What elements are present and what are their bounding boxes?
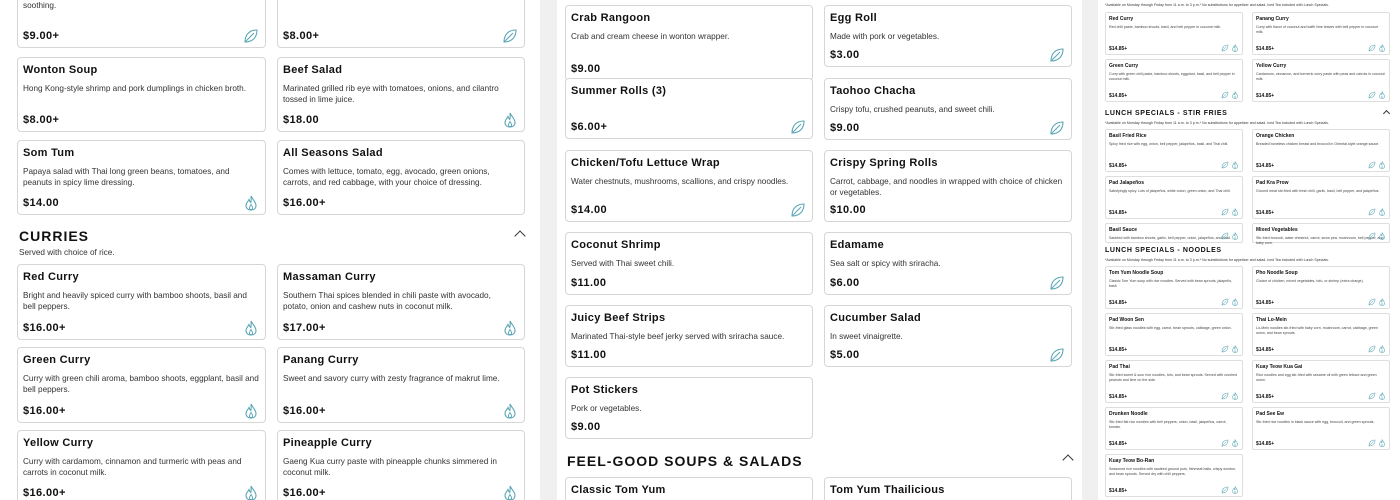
menu-card-massaman-curry[interactable] xyxy=(277,264,525,340)
vegetarian-icon xyxy=(790,119,806,135)
mini-card-panang-curry[interactable] xyxy=(1252,12,1390,55)
menu-card-panang-curry[interactable] xyxy=(277,347,525,423)
mini-card-green-curry[interactable] xyxy=(1105,59,1243,102)
item-title: Edamame xyxy=(830,239,885,251)
menu-card-crab-rangoon[interactable] xyxy=(565,5,813,81)
menu-card-tom-yum-thailicious[interactable] xyxy=(824,477,1072,500)
spicy-icon xyxy=(243,485,259,500)
item-price: $14.85+ xyxy=(1109,488,1128,494)
item-description: Choice of chicken, mixed vegetables, tofu, or shrimp (extra charge). xyxy=(1256,279,1364,283)
item-title: Yellow Curry xyxy=(1256,63,1287,69)
item-price: $14.85+ xyxy=(1256,163,1275,169)
menu-card-crispy-spring-rolls[interactable] xyxy=(824,150,1072,222)
item-title: Green Curry xyxy=(23,354,91,366)
diet-icons xyxy=(1368,208,1386,216)
item-description: Stir-fried broccoli, water chestnut, carrot, snow pea, mushroom, bell pepper, and baby corn. xyxy=(1256,236,1384,245)
menu-card-tom-kha[interactable] xyxy=(17,0,266,48)
mini-card-pad-see-ew[interactable] xyxy=(1252,407,1390,450)
item-price: $6.00 xyxy=(830,277,860,289)
diet-icons xyxy=(1368,345,1386,353)
menu-card-edamame[interactable] xyxy=(824,232,1072,295)
menu-card-som-tum[interactable] xyxy=(17,140,266,215)
diet-icons xyxy=(1368,232,1386,240)
item-price: $16.00+ xyxy=(23,405,66,417)
item-price: $14.85+ xyxy=(1109,300,1128,306)
item-price: $14.85+ xyxy=(1109,441,1128,447)
item-title: Tom Yum Noodle Soup xyxy=(1109,270,1164,276)
mini-card-yellow-curry[interactable] xyxy=(1252,59,1390,102)
item-description: Satisfyingly spicy. Lots of jalapeños, white onion, green onion, and Thai chili. xyxy=(1109,189,1231,193)
middle-menu-panel xyxy=(557,0,1082,500)
item-description: Ground meat stir-fried with fresh chili, garlic, basil, bell pepper, and jalapeños. xyxy=(1256,189,1380,193)
item-title: Pad Kra Prow xyxy=(1256,180,1289,186)
menu-card-egg-roll[interactable] xyxy=(824,5,1072,67)
item-description: Marinated Thai-style beef jerky served with sriracha sauce. xyxy=(571,332,785,341)
item-description: Seasoned rice noodles with sautéed ground pork, fishmeat balls, crispy wonton, and bean sprouts. Served dry with chili peppers. xyxy=(1109,467,1236,476)
item-price: $10.00 xyxy=(830,204,867,216)
item-description: Stir-fried flat rice noodles with bell peppers, onion, basil, jalapeños, carrot, tomato. xyxy=(1109,420,1227,429)
item-title: Panang Curry xyxy=(283,354,359,366)
item-description: Served with Thai sweet chili. xyxy=(571,259,675,268)
item-price: $11.00 xyxy=(571,277,607,289)
item-title: Coconut Shrimp xyxy=(571,239,661,251)
item-description: Hong Kong-style shrimp and pork dumplings in chicken broth. xyxy=(23,84,246,93)
mini-card-kuay-teow-kua-gai[interactable] xyxy=(1252,360,1390,403)
mini-card-pho-noodle-soup[interactable] xyxy=(1252,266,1390,309)
item-description: Curry with cardamom, cinnamon and turmeric with peas and carrots in coconut milk. xyxy=(23,457,242,477)
diet-icons xyxy=(1221,392,1239,400)
item-price: $8.00+ xyxy=(23,114,60,126)
item-description: Carrot, cabbage, and noodles in wrapped with choice of chicken or vegetables. xyxy=(830,177,1063,197)
item-title: Egg Roll xyxy=(830,12,878,24)
item-title: Classic Tom Yum xyxy=(571,484,666,496)
availability-note: *Available on Monday through Friday from 11 a.m. to 3 p.m.* No substitutions for appetizer and salad. Iced Tea included with Lunch Specials. xyxy=(1105,121,1329,125)
item-title: Drunken Noodle xyxy=(1109,411,1148,417)
item-title: Basil Fried Rice xyxy=(1109,133,1147,139)
item-price: $17.00+ xyxy=(283,322,326,334)
item-description: Curry with flavor of coconut and kaffir lime leaves with bell pepper in coconut milk. xyxy=(1256,25,1378,34)
menu-card-summer-rolls-3[interactable] xyxy=(565,78,813,139)
item-price: $14.85+ xyxy=(1256,210,1275,216)
vegetarian-icon xyxy=(1049,275,1065,291)
menu-card-pineapple-curry[interactable] xyxy=(277,430,525,500)
item-description: Sweet and savory curry with zesty fragrance of makrut lime. xyxy=(283,374,500,383)
availability-note: *Available on Monday through Friday from 11 a.m. to 3 p.m.* No substitutions for appetizer and salad. Iced Tea included with Lunch Specials. xyxy=(1105,3,1329,7)
item-description: Rice noodles and egg stir-fried with sesame oil with green lettuce and green onion. xyxy=(1256,373,1377,382)
item-description: Classic Tom Yum soup with rice noodles. Served with bean sprouts, jalapeño, basil. xyxy=(1109,279,1233,288)
item-description: Lo-Mein noodles stir-fried with baby corn, mushroom, carrot, cabbage, green onion, and bean sprouts. xyxy=(1256,326,1378,335)
mini-card-pad-woon-sen[interactable] xyxy=(1105,313,1243,356)
item-price: $16.00+ xyxy=(23,487,66,499)
diet-icons xyxy=(1221,232,1239,240)
item-price: $16.00+ xyxy=(283,487,326,499)
collapse-chevron-icon[interactable] xyxy=(514,230,525,241)
item-price: $14.85+ xyxy=(1109,347,1128,353)
item-title: Cucumber Salad xyxy=(830,312,922,324)
item-price: $14.85+ xyxy=(1256,347,1275,353)
item-price: $9.00 xyxy=(830,122,860,134)
item-title: Tom Yum Thailicious xyxy=(830,484,945,496)
item-description: Marinated grilled rib eye with tomatoes, onions, and cilantro tossed in lime juice. xyxy=(283,84,499,104)
mini-card-drunken-noodle[interactable] xyxy=(1105,407,1243,450)
item-title: Som Tum xyxy=(23,147,75,159)
section-subtitle: Served with choice of rice. xyxy=(19,248,115,257)
item-price: $14.85+ xyxy=(1256,93,1275,99)
menu-card-coconut-shrimp[interactable] xyxy=(565,232,813,295)
item-description: Stir-fried glass noodles with egg, carrot, bean sprouts, cabbage, green onion. xyxy=(1109,326,1232,330)
item-description: Sautéed with bamboo shoots, garlic, bell pepper, onion, jalapeños, and basil. xyxy=(1109,236,1232,240)
item-description: Bright and heavily spiced curry with bamboo shoots, basil and bell peppers. xyxy=(23,291,247,311)
item-title: Pineapple Curry xyxy=(283,437,372,449)
mini-card-thai-lo-mein[interactable] xyxy=(1252,313,1390,356)
diet-icons xyxy=(1221,91,1239,99)
mini-card-basil-fried-rice[interactable] xyxy=(1105,129,1243,172)
item-description: Comes with lettuce, tomato, egg, avocado, green onions, carrots, and red cabbage, with your choice of dressing. xyxy=(283,167,490,187)
item-description: Spicy fried rice with egg, onion, bell pepper, jalapeños, basil, and Thai chili. xyxy=(1109,142,1229,146)
diet-icons xyxy=(1368,44,1386,52)
item-price: $14.85+ xyxy=(1109,210,1128,216)
vegetarian-icon xyxy=(243,28,259,44)
item-price: $14.85+ xyxy=(1256,441,1275,447)
item-description: Stir-fried rice noodles in black sauce with egg, broccoli, and green sprouts. xyxy=(1256,420,1375,424)
item-price: $18.00 xyxy=(283,114,320,126)
item-price: $16.00+ xyxy=(283,405,326,417)
item-description: Sea salt or spicy with sriracha. xyxy=(830,259,941,268)
item-title: Red Curry xyxy=(1109,16,1134,22)
vegetarian-icon xyxy=(1049,47,1065,63)
item-title: Green Curry xyxy=(1109,63,1139,69)
vegetarian-icon xyxy=(1049,347,1065,363)
item-title: Pad See Ew xyxy=(1256,411,1285,417)
item-description: Stir-fried sweet & sour rice noodles, tofu, and bean sprouts. Served with crushed peanuts and lime on the side. xyxy=(1109,373,1238,382)
item-price: $14.85+ xyxy=(1256,394,1275,400)
mini-card-tom-yum-noodle-soup[interactable] xyxy=(1105,266,1243,309)
menu-card-taohoo-chacha[interactable] xyxy=(824,78,1072,140)
item-title: All Seasons Salad xyxy=(283,147,383,159)
item-title: Summer Rolls (3) xyxy=(571,85,667,97)
item-title: Orange Chicken xyxy=(1256,133,1295,139)
item-title: Massaman Curry xyxy=(283,271,376,283)
diet-icons xyxy=(1221,439,1239,447)
item-price: $6.00+ xyxy=(571,121,608,133)
item-description: Crab and cream cheese in wonton wrapper. xyxy=(571,32,730,41)
item-title: Kuay Teow Bo-Ran xyxy=(1109,458,1155,464)
menu-card-all-seasons-salad[interactable] xyxy=(277,140,525,215)
menu-card-red-curry[interactable] xyxy=(17,264,266,340)
mini-card-kuay-teow-bo-ran[interactable] xyxy=(1105,454,1243,497)
item-price: $3.00 xyxy=(830,49,860,61)
mini-card-pad-jalape-os[interactable] xyxy=(1105,176,1243,219)
diet-icons xyxy=(1221,486,1239,494)
menu-card-chicken-tofu-lettuce-wrap[interactable] xyxy=(565,150,813,222)
diet-icons xyxy=(1221,44,1239,52)
item-price: $14.85+ xyxy=(1109,46,1128,52)
collapse-chevron-icon[interactable] xyxy=(1062,454,1073,465)
item-price: $14.85+ xyxy=(1256,300,1275,306)
mini-card-red-curry[interactable] xyxy=(1105,12,1243,55)
item-description: soothing. xyxy=(23,1,57,10)
item-title: Juicy Beef Strips xyxy=(571,312,666,324)
menu-card-green-curry[interactable] xyxy=(17,347,266,423)
item-price: $14.85+ xyxy=(1109,163,1128,169)
item-description: Papaya salad with Thai long green beans, tomatoes, and peanuts in spicy lime dressing. xyxy=(23,167,230,187)
item-title: Crispy Spring Rolls xyxy=(830,157,938,169)
diet-icons xyxy=(1368,392,1386,400)
vegetarian-icon xyxy=(790,202,806,218)
item-title: Panang Curry xyxy=(1256,16,1289,22)
mini-card-mixed-vegetables[interactable] xyxy=(1252,223,1390,243)
diet-icons xyxy=(1221,298,1239,306)
item-price: $16.00+ xyxy=(283,197,326,209)
spicy-icon xyxy=(502,403,518,419)
item-price: $14.85+ xyxy=(1256,46,1275,52)
item-description: In sweet vinaigrette. xyxy=(830,332,903,341)
item-title: Chicken/Tofu Lettuce Wrap xyxy=(571,157,720,169)
item-title: Wonton Soup xyxy=(23,64,98,76)
spicy-icon xyxy=(243,195,259,211)
item-price: $16.00+ xyxy=(23,322,66,334)
diet-icons xyxy=(1368,161,1386,169)
item-title: Red Curry xyxy=(23,271,79,283)
spicy-icon xyxy=(243,403,259,419)
mini-card-pad-thai[interactable] xyxy=(1105,360,1243,403)
section-title-soups-salads: FEEL-GOOD SOUPS & SALADS xyxy=(567,453,803,469)
item-price: $9.00 xyxy=(571,63,601,75)
item-title: Yellow Curry xyxy=(23,437,94,449)
diet-icons xyxy=(1221,161,1239,169)
item-price: $5.00 xyxy=(830,349,860,361)
item-price: $14.00 xyxy=(571,204,608,216)
item-title: Mixed Vegetables xyxy=(1256,227,1298,233)
mini-card-pad-kra-prow[interactable] xyxy=(1252,176,1390,219)
menu-card-beef-salad[interactable] xyxy=(277,57,525,132)
menu-card-classic-tom-yum[interactable] xyxy=(565,477,813,500)
item-price: $11.00 xyxy=(571,349,607,361)
diet-icons xyxy=(1368,91,1386,99)
section-title-noodles: LUNCH SPECIALS - NOODLES xyxy=(1105,247,1222,254)
item-description: Cardamom, cinnamon, and turmeric curry paste with peas and carrots in coconut milk. xyxy=(1256,72,1385,81)
item-title: Pho Noodle Soup xyxy=(1256,270,1298,276)
spicy-icon xyxy=(502,485,518,500)
spicy-icon xyxy=(502,112,518,128)
mini-card-orange-chicken[interactable] xyxy=(1252,129,1390,172)
item-description: Crispy tofu, crushed peanuts, and sweet chili. xyxy=(830,105,995,114)
item-price: $9.00 xyxy=(571,421,601,433)
item-description: Red chili paste, bamboo shoots, basil, and bell pepper in coconut milk. xyxy=(1109,25,1222,29)
item-title: Crab Rangoon xyxy=(571,12,651,24)
item-title: Beef Salad xyxy=(283,64,343,76)
section-title-curries: CURRIES xyxy=(19,228,90,244)
menu-card-juicy-beef-strips[interactable] xyxy=(565,305,813,367)
item-price: $14.85+ xyxy=(1109,93,1128,99)
diet-icons xyxy=(1221,345,1239,353)
item-title: Basil Sauce xyxy=(1109,227,1138,233)
item-description: Water chestnuts, mushrooms, scallions, and crispy noodles. xyxy=(571,177,789,186)
item-title: Kuay Teow Kua Gai xyxy=(1256,364,1303,370)
item-title: Thai Lo-Mein xyxy=(1256,317,1287,323)
item-description: Curry with green chili paste, bamboo shoots, eggplant, basil, and bell pepper in coconut milk. xyxy=(1109,72,1235,81)
menu-card-unnamed[interactable] xyxy=(277,0,525,48)
item-title: Pot Stickers xyxy=(571,384,639,396)
menu-card-wonton-soup[interactable] xyxy=(17,57,266,132)
left-menu-panel xyxy=(0,0,540,500)
item-title: Taohoo Chacha xyxy=(830,85,916,97)
spicy-icon xyxy=(243,320,259,336)
diet-icons xyxy=(1368,439,1386,447)
item-description: Made with pork or vegetables. xyxy=(830,32,940,41)
vegetarian-icon xyxy=(502,28,518,44)
spicy-icon xyxy=(502,320,518,336)
item-title: Pad Jalapeños xyxy=(1109,180,1145,186)
item-description: Pork or vegetables. xyxy=(571,404,642,413)
menu-card-pot-stickers[interactable] xyxy=(565,377,813,439)
item-price: $8.00+ xyxy=(283,30,320,42)
diet-icons xyxy=(1368,298,1386,306)
item-title: Pad Woon Sen xyxy=(1109,317,1144,323)
item-description: Breaded boneless chicken breast and broccoli in Oriental-style orange sauce. xyxy=(1256,142,1380,146)
item-description: Southern Thai spices blended in chili paste with avocado, potato, onion and cashew nuts in coconut milk. xyxy=(283,291,491,311)
menu-card-cucumber-salad[interactable] xyxy=(824,305,1072,367)
section-title-stir-fries: LUNCH SPECIALS - STIR FRIES xyxy=(1105,110,1228,117)
diet-icons xyxy=(1221,208,1239,216)
mini-card-basil-sauce[interactable] xyxy=(1105,223,1243,243)
item-price: $9.00+ xyxy=(23,30,60,42)
menu-card-yellow-curry[interactable] xyxy=(17,430,266,500)
vegetarian-icon xyxy=(1049,120,1065,136)
item-description: Gaeng Kua curry paste with pineapple chunks simmered in coconut milk. xyxy=(283,457,497,477)
item-title: Pad Thai xyxy=(1109,364,1130,370)
item-description: Curry with green chili aroma, bamboo shoots, eggplant, basil and bell peppers. xyxy=(23,374,259,394)
item-price: $14.00 xyxy=(23,197,60,209)
item-price: $14.85+ xyxy=(1109,394,1128,400)
availability-note: *Available on Monday through Friday from 11 a.m. to 3 p.m.* No substitutions for appetizer and salad. Iced Tea included with Lunch Specials. xyxy=(1105,258,1329,262)
